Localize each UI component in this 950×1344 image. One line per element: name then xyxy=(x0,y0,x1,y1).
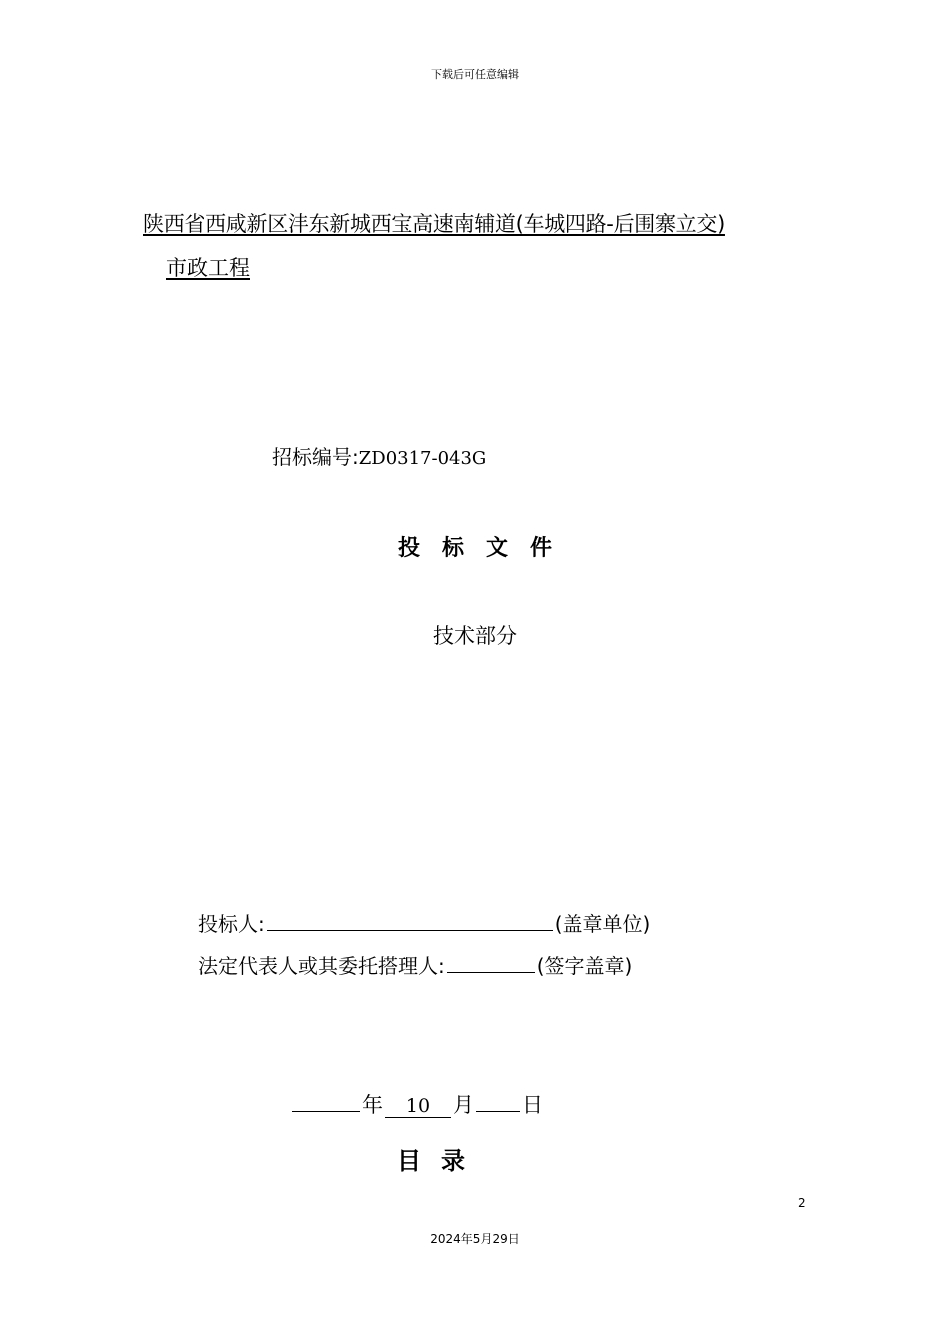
representative-note: (签字盖章) xyxy=(536,954,633,978)
document-subheading: 技术部分 xyxy=(433,624,517,648)
representative-row xyxy=(198,950,632,979)
representative-blank-line xyxy=(447,952,535,973)
year-label: 年 xyxy=(362,1093,383,1117)
day-label: 日 xyxy=(522,1093,543,1117)
month-value: 10 xyxy=(385,1095,451,1118)
bid-number-code: ZD0317-043G xyxy=(358,448,487,469)
bidder-row xyxy=(198,908,650,937)
bidder-note: (盖章单位) xyxy=(554,912,651,936)
representative-label: 法定代表人或其委托搭理人: xyxy=(198,954,445,978)
page-number: 2 xyxy=(798,1196,806,1210)
project-title-line2: 市政工程 xyxy=(166,256,250,280)
header-note: 下载后可任意编辑 xyxy=(431,68,519,81)
bid-number-label: 招标编号: xyxy=(272,445,359,469)
bidder-blank-line xyxy=(267,910,553,931)
year-blank-line xyxy=(292,1089,360,1112)
date-row xyxy=(290,1089,543,1119)
day-blank-line xyxy=(476,1089,520,1112)
bid-number xyxy=(272,441,486,470)
toc-title: 目录 xyxy=(397,1147,485,1175)
document-heading: 投标文件 xyxy=(397,536,574,561)
footer-date: 2024年5月29日 xyxy=(430,1232,520,1246)
bidder-label: 投标人: xyxy=(198,912,265,936)
project-title-line1: 陕西省西咸新区沣东新城西宝高速南辅道(车城四路-后围寨立交) xyxy=(143,212,725,236)
month-label: 月 xyxy=(453,1093,474,1117)
